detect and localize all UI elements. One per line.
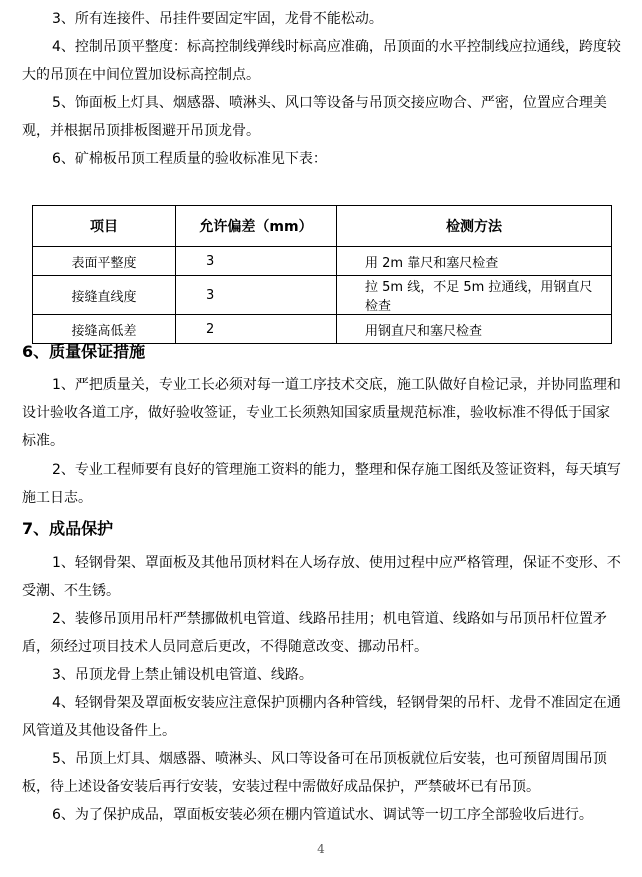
intro-paragraph-6: 6、矿棉板吊顶工程质量的验收标准见下表： [52,151,327,167]
cell-method: 拉 5m 线，不足 5m 拉通线，用钢直尺检查 [337,276,612,315]
cell-tolerance: 3 [176,247,337,276]
intro-paragraph-5: 5、饰面板上灯具、烟感器、喷淋头、风口等设备与吊顶交接应吻合、严密，位置应合理美观，并根据吊顶排板图避开吊顶龙骨。 [22,95,607,139]
section-7-paragraph-4: 4、轻钢骨架及罩面板安装应注意保护顶棚内各种管线，轻钢骨架的吊杆、龙骨不准固定在通风管道及其他设备件上。 [22,695,621,739]
table-row [33,247,612,276]
cell-item: 表面平整度 [33,247,176,276]
header-method: 检测方法 [337,206,612,247]
cell-tolerance: 3 [176,276,337,315]
section-7-paragraph-1: 1、轻钢骨架、罩面板及其他吊顶材料在人场存放、使用过程中应严格管理，保证不变形、不受潮、不生锈。 [22,555,621,599]
intro-paragraph-3: 3、所有连接件、吊挂件要固定牢固，龙骨不能松动。 [52,11,383,27]
section-6-heading: 6、质量保证措施 [22,342,146,361]
cell-item: 接缝高低差 [33,315,176,344]
cell-item: 接缝直线度 [33,276,176,315]
section-7-heading: 7、成品保护 [22,519,114,538]
table-row [33,276,612,315]
acceptance-standard-table [32,205,612,344]
section-6-paragraph-2: 2、专业工程师要有良好的管理施工资料的能力，整理和保存施工图纸及签证资料，每天填写施工日志。 [22,462,621,506]
section-6-paragraph-1: 1、严把质量关，专业工长必须对每一道工序技术交底，施工队做好自检记录，并协同监理和设计验收各道工序，做好验收签证，专业工长须熟知国家质量规范标准，验收标准不得低于国家标准。 [22,377,621,449]
section-7-paragraph-5: 5、吊顶上灯具、烟感器、喷淋头、风口等设备可在吊顶板就位后安装，也可预留周围吊顶板，待上述设备安装后再行安装，安装过程中需做好成品保护，严禁破坏已有吊顶。 [22,751,607,795]
section-7-paragraph-3: 3、吊顶龙骨上禁止铺设机电管道、线路。 [52,667,313,683]
page-number: 4 [317,842,325,856]
section-7-paragraph-2: 2、装修吊顶用吊杆严禁挪做机电管道、线路吊挂用；机电管道、线路如与吊顶吊杆位置矛盾，须经过项目技术人员同意后更改，不得随意改变、挪动吊杆。 [22,611,607,655]
cell-method: 用 2m 靠尺和塞尺检查 [337,247,612,276]
header-tolerance: 允许偏差（mm） [176,206,337,247]
header-item: 项目 [33,206,176,247]
intro-paragraph-4: 4、控制吊顶平整度：标高控制线弹线时标高应准确，吊顶面的水平控制线应拉通线，跨度较大的吊顶在中间位置加设标高控制点。 [22,39,621,83]
cell-method: 用钢直尺和塞尺检查 [337,315,612,344]
section-7-paragraph-6: 6、为了保护成品，罩面板安装必须在棚内管道试水、调试等一切工序全部验收后进行。 [52,807,593,823]
table-header-row [33,206,612,247]
cell-tolerance: 2 [176,315,337,344]
